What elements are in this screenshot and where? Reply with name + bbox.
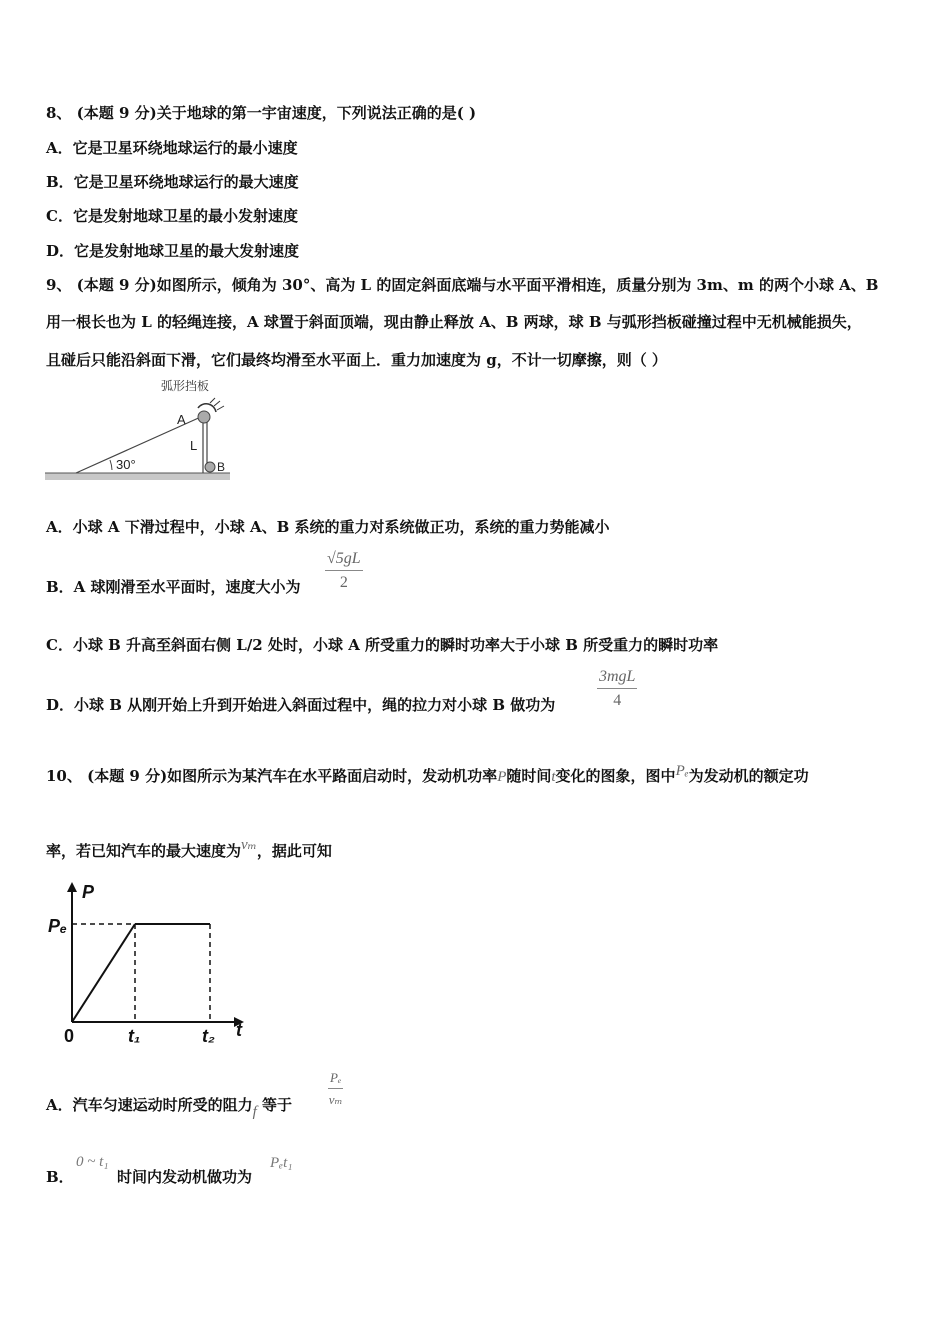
ramp-segment — [72, 924, 135, 1022]
ground — [45, 473, 230, 480]
q9-stem-line3: 且碰后只能沿斜面下滑，它们最终均滑至水平面上．重力加速度为 g，不计一切摩擦，则（ ） — [46, 351, 667, 369]
fraction-denominator: 4 — [613, 692, 622, 709]
q10-power-time-graph — [40, 876, 260, 1048]
fraction-numerator: 3mgL — [597, 668, 637, 689]
y-axis-arrow — [67, 882, 77, 892]
q9-stem-line1: 9、 (本题 9 分)如图所示，倾角为 30°、高为 L 的固定斜面底端与水平面平滑相连，质量分别为 3m、m 的两个小球 A、B — [46, 276, 879, 294]
symbol-pe: Pₑ — [675, 763, 689, 779]
label-l: L — [190, 438, 198, 453]
q10-option-b: B． — [46, 1168, 74, 1186]
label-a: A — [177, 412, 186, 427]
q10-option-a: A．汽车匀速运动时所受的阻力f 等于 — [46, 1096, 293, 1120]
q10-option-b-value: Pₑt₁ — [270, 1155, 293, 1171]
y-axis-label: P — [82, 882, 95, 902]
origin-label: 0 — [64, 1026, 75, 1046]
symbol-vm: vₘ — [241, 837, 257, 853]
symbol-f: f — [252, 1104, 257, 1120]
fraction-denominator: vₘ — [328, 1092, 343, 1107]
label-b: B — [217, 460, 226, 474]
q9-option-c: C．小球 B 升高至斜面右侧 L/2 处时，小球 A 所受重力的瞬时功率大于小球 B 所受重力的瞬时功率 — [46, 636, 719, 654]
q9-option-b: B．A 球刚滑至水平面时，速度大小为 — [46, 578, 301, 596]
symbol-p: P — [497, 769, 507, 785]
q8-option-d: D．它是发射地球卫星的最大发射速度 — [46, 242, 300, 260]
symbol-t: t — [551, 769, 556, 785]
pe-label: Pₑ — [48, 916, 68, 936]
q9-option-d-fraction — [597, 668, 637, 710]
angle-label: 30° — [116, 457, 136, 472]
fraction-numerator: Pₑ — [328, 1070, 343, 1089]
ball-b — [205, 462, 215, 472]
t2-label: t₂ — [202, 1026, 215, 1046]
q9-option-a: A．小球 A 下滑过程中，小球 A、B 系统的重力对系统做正功，系统的重力势能减小 — [46, 518, 610, 536]
q9-option-b-fraction — [325, 550, 363, 592]
t1-label: t₁ — [128, 1026, 141, 1046]
q8-option-c: C．它是发射地球卫星的最小发射速度 — [46, 207, 298, 225]
q9-incline-figure — [40, 372, 240, 487]
q9-stem-line2: 用一根长也为 L 的轻绳连接，A 球置于斜面顶端，现由静止释放 A、B 两球，球 B 与弧形挡板碰撞过程中无机械能损失， — [46, 313, 862, 331]
q10-option-b-text: 时间内发动机做功为 — [117, 1168, 253, 1186]
x-axis-label: t — [236, 1020, 242, 1040]
q10-stem-line1: 10、 (本题 9 分)如图所示为某汽车在水平路面启动时，发动机功率P随时间t变化的图象，图中Pₑ为发动机的额定功 — [46, 763, 809, 785]
q10-stem-line2: 率，若已知汽车的最大速度为vₘ，据此可知 — [46, 837, 332, 860]
q9-option-d: D．小球 B 从刚开始上升到开始进入斜面过程中，绳的拉力对小球 B 做功为 — [46, 696, 556, 714]
baffle-label: 弧形挡板 — [160, 379, 210, 393]
q10-option-a-fraction — [328, 1070, 343, 1108]
q8-stem: 8、 (本题 9 分)关于地球的第一宇宙速度，下列说法正确的是( ) — [46, 104, 477, 122]
q8-option-b: B．它是卫星环绕地球运行的最大速度 — [46, 173, 299, 191]
arc-baffle — [198, 404, 216, 412]
q10-option-b-range: 0 ~ t₁ — [76, 1154, 109, 1170]
q8-option-a: A．它是卫星环绕地球运行的最小速度 — [46, 139, 298, 157]
ball-a — [198, 411, 210, 423]
fraction-denominator: 2 — [339, 574, 348, 591]
fraction-numerator: √5gL — [325, 550, 363, 571]
